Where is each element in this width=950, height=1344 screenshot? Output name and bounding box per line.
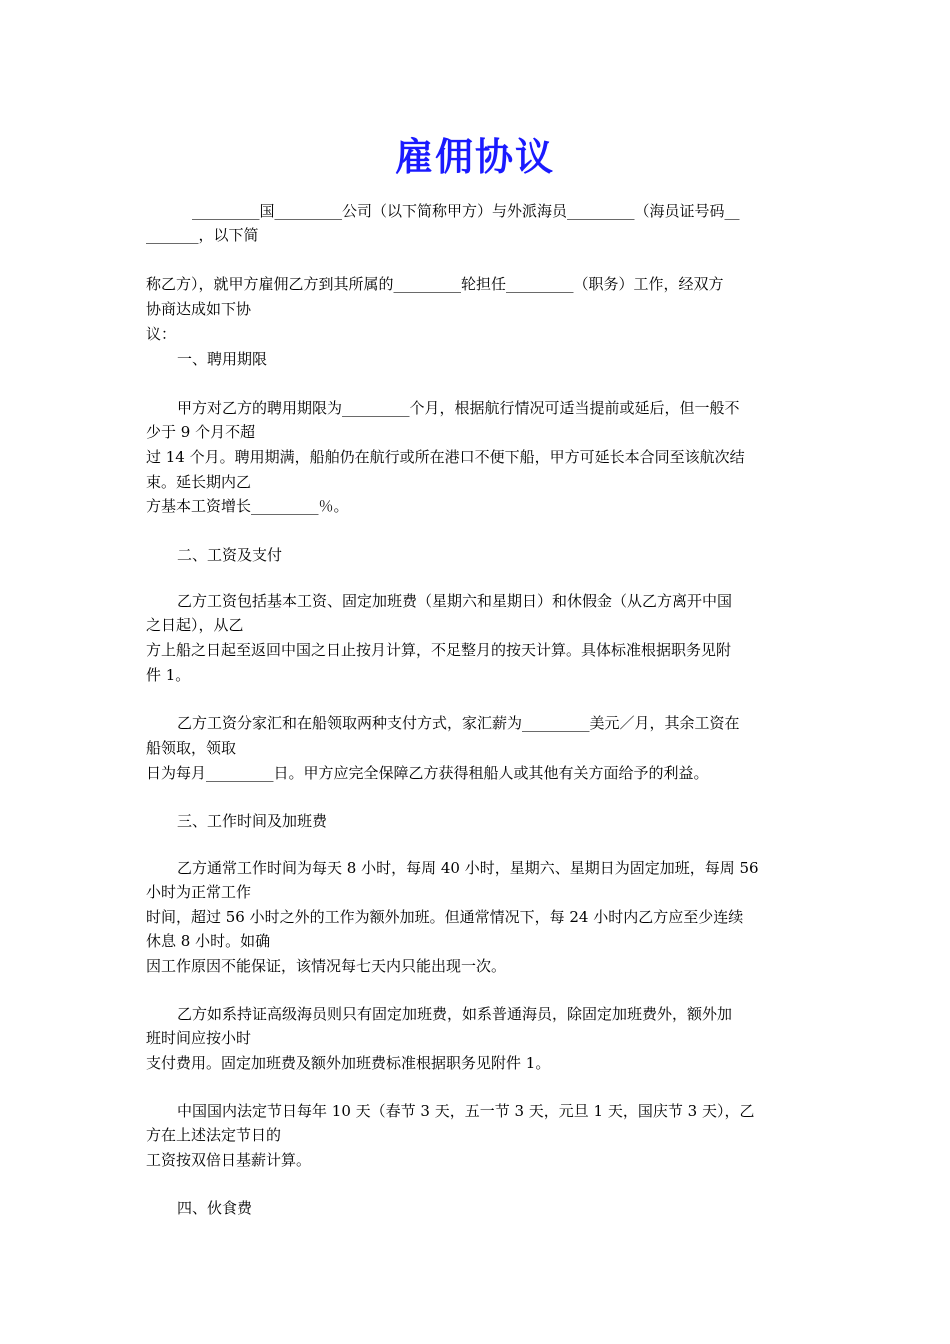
text-line: 之日起），从乙 (146, 616, 244, 634)
document-title: 雇佣协议 (394, 134, 555, 179)
text-line: 乙方如系持证高级海员则只有固定加班费，如系普通海员，除固定加班费外，额外加 (177, 1005, 733, 1023)
section-heading: 四、伙食费 (177, 1199, 253, 1217)
text-line: 过 14 个月。聘用期满，船舶仍在航行或所在港口不便下船，甲方可延长本合同至该航次结 (146, 448, 745, 466)
section-heading: 二、工资及支付 (177, 546, 283, 564)
text-line: 束。延长期内乙 (146, 473, 252, 491)
text-line: 乙方工资包括基本工资、固定加班费（星期六和星期日）和休假金（从乙方离开中国 (177, 592, 733, 610)
text-line: 支付费用。固定加班费及额外加班费标准根据职务见附件 1。 (146, 1054, 551, 1072)
text-line: 议： (146, 325, 177, 343)
text-line: 件 1。 (146, 666, 191, 684)
text-line: 时间，超过 56 小时之外的工作为额外加班。但通常情况下，每 24 小时内乙方应至少连续 (146, 908, 744, 926)
text-line: 日为每月_________日。甲方应完全保障乙方获得租船人或其他有关方面给予的利益。 (146, 764, 709, 782)
text-line: 少于 9 个月不超 (146, 423, 256, 441)
text-line: 乙方通常工作时间为每天 8 小时，每周 40 小时，星期六、星期日为固定加班，每周 56 (177, 859, 759, 877)
text-line: 乙方工资分家汇和在船领取两种支付方式，家汇薪为_________美元／月，其余工资在 (177, 714, 740, 732)
text-line: 班时间应按小时 (146, 1029, 252, 1047)
text-line: 中国国内法定节日每年 10 天（春节 3 天，五一节 3 天，元旦 1 天，国庆节 3 天），乙 (177, 1102, 755, 1120)
text-line: 小时为正常工作 (146, 883, 252, 901)
text-line: _________国_________公司（以下简称甲方）与外派海员_________（海员证号码__ (192, 202, 740, 220)
text-line: 方上船之日起至返回中国之日止按月计算，不足整月的按天计算。具体标准根据职务见附 (146, 641, 732, 659)
text-line: 工资按双倍日基薪计算。 (146, 1151, 312, 1169)
text-line: 甲方对乙方的聘用期限为_________个月，根据航行情况可适当提前或延后，但一般不 (177, 399, 740, 417)
section-heading: 三、工作时间及加班费 (177, 812, 328, 830)
text-line: 方基本工资增长_________％。 (146, 497, 349, 515)
text-line: 协商达成如下协 (146, 300, 252, 318)
section-heading: 一、聘用期限 (177, 350, 268, 368)
text-line: 方在上述法定节日的 (146, 1126, 282, 1144)
text-line: 因工作原因不能保证，该情况每七天内只能出现一次。 (146, 957, 507, 975)
text-line: 称乙方），就甲方雇佣乙方到其所属的_________轮担任_________（职务）工作，经双方 (146, 275, 724, 293)
text-line: _______，以下简 (146, 226, 259, 244)
text-line: 休息 8 小时。如确 (146, 932, 271, 950)
text-line: 船领取，领取 (146, 739, 237, 757)
